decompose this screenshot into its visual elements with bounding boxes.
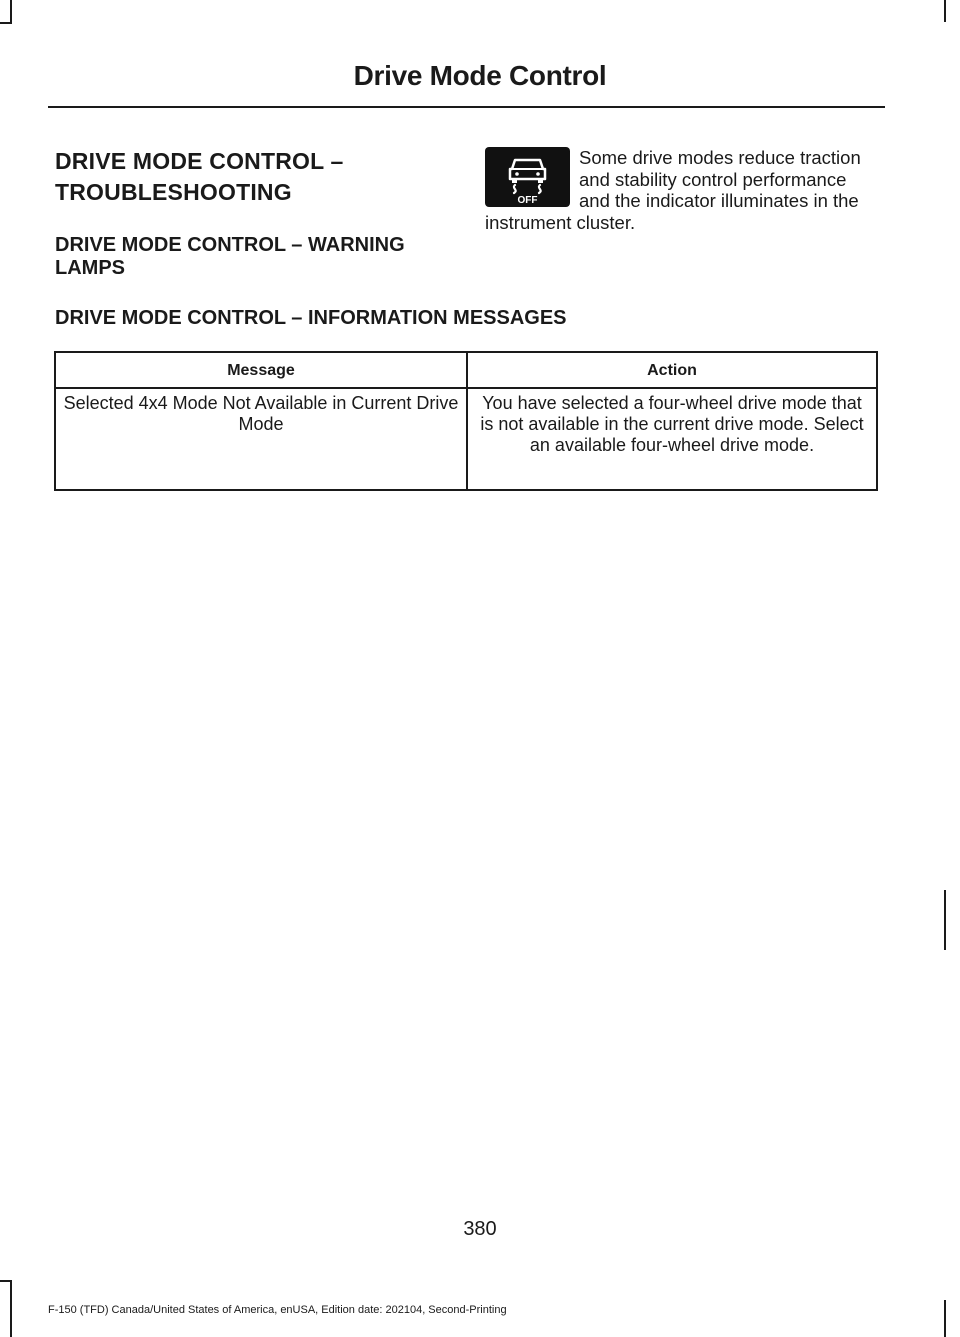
crop-mark-top-left-h xyxy=(0,22,12,24)
edition-footer: F-150 (TFD) Canada/United States of America, enUSA, Edition date: 202104, Second-Printing xyxy=(48,1304,507,1316)
table-row xyxy=(55,388,877,490)
information-messages-heading: DRIVE MODE CONTROL – INFORMATION MESSAGES xyxy=(55,307,567,329)
column-header-message: Message xyxy=(55,352,467,388)
crop-mark-bottom-left-h xyxy=(0,1280,12,1282)
traction-control-off-label: OFF xyxy=(517,195,538,206)
column-header-action: Action xyxy=(467,352,877,388)
page-number: 380 xyxy=(463,1218,497,1240)
information-messages-table xyxy=(54,351,878,491)
section-heading xyxy=(55,146,344,208)
warning-lamps-heading: DRIVE MODE CONTROL – WARNING LAMPS xyxy=(55,234,405,279)
crop-mark-right-mid xyxy=(944,890,946,950)
title-rule xyxy=(48,106,885,108)
crop-mark-top-right xyxy=(944,0,946,22)
warning-lamps-paragraph xyxy=(485,147,880,233)
message-cell: Selected 4x4 Mode Not Available in Current Drive Mode xyxy=(55,388,467,490)
warning-lamps-body: Some drive modes reduce traction and stability control performance and the indicator illuminates in the instrument cluster. xyxy=(485,147,861,233)
section-heading-line-2: TROUBLESHOOTING xyxy=(55,179,292,205)
icon-spacer xyxy=(485,147,570,211)
crop-mark-bottom-left xyxy=(10,1280,12,1337)
action-cell: You have selected a four-wheel drive mode that is not available in the current drive mode. Select an available four-wheel drive mode. xyxy=(467,388,877,490)
table-header-row xyxy=(55,352,877,388)
page-title: Drive Mode Control xyxy=(353,60,607,91)
crop-mark-top-left xyxy=(10,0,12,22)
section-heading-line-1: DRIVE MODE CONTROL – xyxy=(55,148,344,174)
crop-mark-bottom-right xyxy=(944,1300,946,1337)
